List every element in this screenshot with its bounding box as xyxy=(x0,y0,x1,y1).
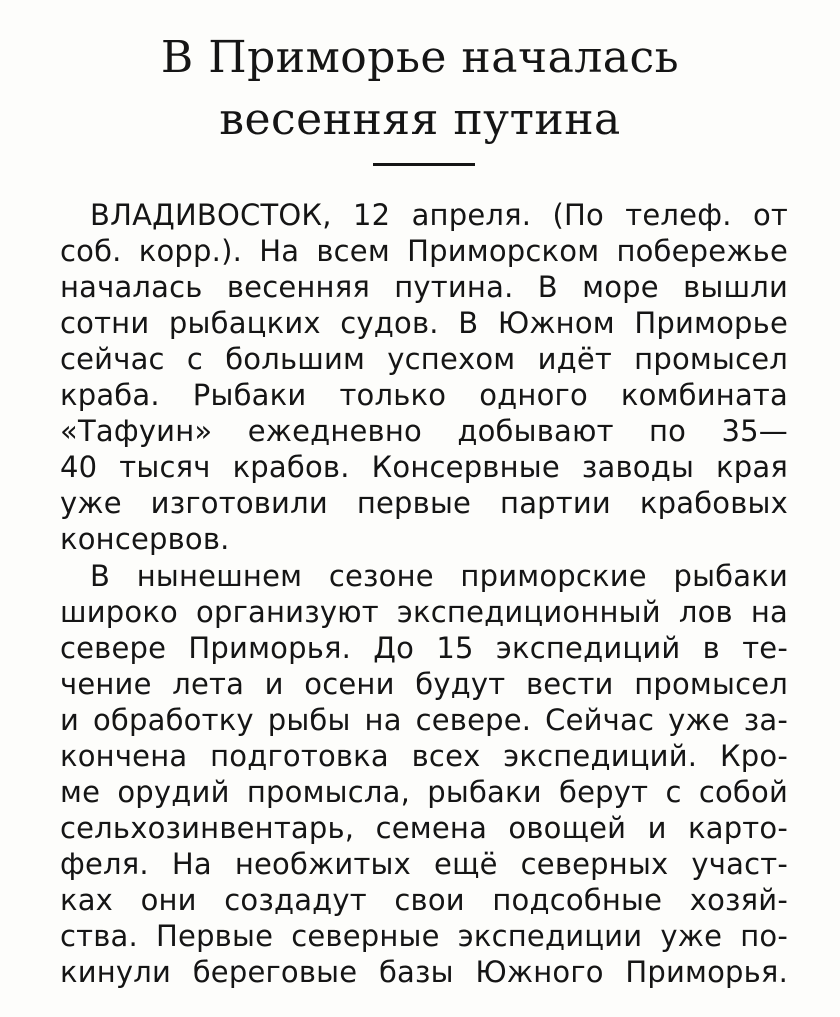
text-line: консервов. xyxy=(60,522,230,556)
text-line: краба. Рыбаки только одного комбината xyxy=(60,378,788,412)
text-line: уже изготовили первые партии крабовых xyxy=(60,486,788,520)
text-line: соб. корр.). На всем Приморском побережье xyxy=(60,234,788,268)
text-line: сотни рыбацких судов. В Южном Приморье xyxy=(60,306,788,340)
text-line: широко организуют экспедиционный лов на xyxy=(60,595,788,629)
text-line: началась весенняя путина. В море вышли xyxy=(60,270,788,304)
text-line: «Тафуин» ежедневно добывают по 35— xyxy=(60,414,788,448)
text-line: ме орудий промысла, рыбаки берут с собой xyxy=(60,775,788,809)
headline-line-1: В Приморье началась xyxy=(160,32,680,83)
text-line: ВЛАДИВОСТОК, 12 апреля. (По телеф. от xyxy=(90,198,788,232)
headline-line-2: весенняя путина xyxy=(219,94,621,145)
text-line: сейчас с большим успехом идёт промысел xyxy=(60,342,788,376)
text-line: ках они создадут свои подсобные хозяй- xyxy=(60,883,788,917)
text-line: сельхозинвентарь, семена овощей и карто- xyxy=(60,811,788,845)
text-line: 40 тысяч крабов. Консервные заводы края xyxy=(60,450,788,484)
text-line: и обработку рыбы на севере. Сейчас уже за- xyxy=(60,703,788,737)
text-line: ства. Первые северные экспедиции уже по- xyxy=(60,919,788,953)
text-line: чение лета и осени будут вести промысел xyxy=(60,667,788,701)
text-line: севере Приморья. До 15 экспедиций в те- xyxy=(60,631,788,665)
headline-divider xyxy=(373,163,475,166)
text-line: кинули береговые базы Южного Приморья. xyxy=(60,955,788,989)
text-line: кончена подготовка всех экспедиций. Кро- xyxy=(60,739,788,773)
text-line: В нынешнем сезоне приморские рыбаки xyxy=(90,559,788,593)
text-line: феля. На необжитых ещё северных участ- xyxy=(60,847,788,881)
